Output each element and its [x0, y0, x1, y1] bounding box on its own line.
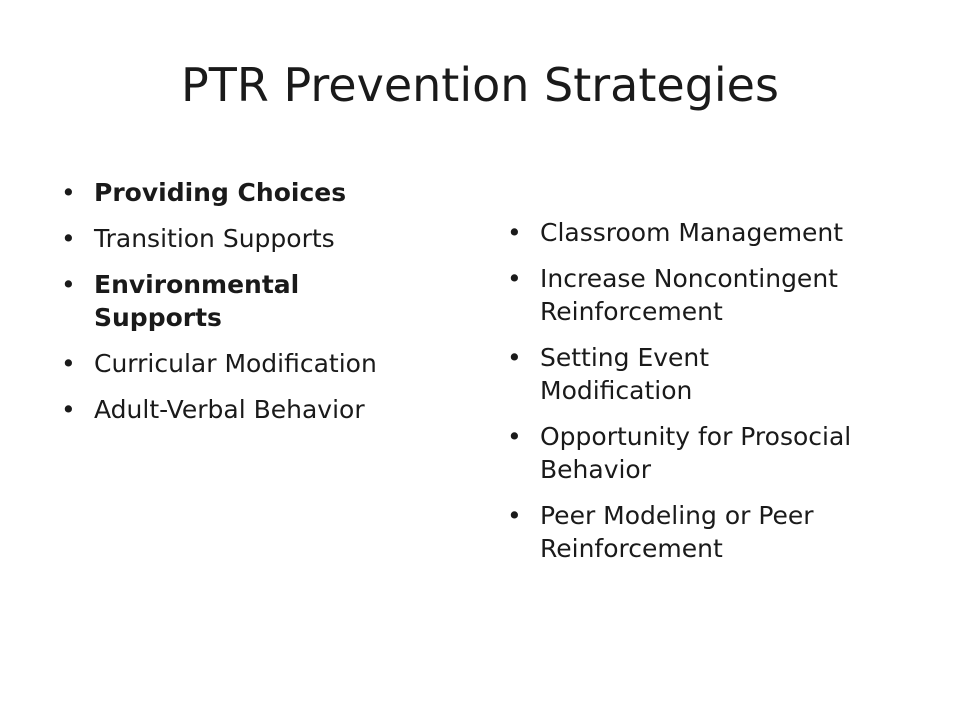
bullet-item	[57, 222, 457, 255]
bullet-icon: •	[507, 343, 522, 372]
bullet-icon: •	[507, 218, 522, 247]
right-bullet-list	[503, 216, 913, 578]
bullet-text: Transition Supports	[94, 224, 335, 253]
bullet-text: Increase Noncontingent Reinforcement	[540, 264, 838, 326]
bullet-text: Peer Modeling or Peer Reinforcement	[540, 501, 814, 563]
bullet-icon: •	[507, 501, 522, 530]
bullet-text: Classroom Management	[540, 218, 844, 247]
bullet-text: Providing Choices	[94, 178, 347, 207]
slide-title: PTR Prevention Strategies	[181, 58, 779, 112]
bullet-icon: •	[61, 349, 76, 378]
bullet-item	[503, 262, 930, 328]
bullet-text: Curricular Modification	[94, 349, 377, 378]
bullet-icon: •	[61, 224, 76, 253]
bullet-item	[57, 268, 394, 334]
bullet-item	[503, 499, 930, 565]
bullet-text: Adult-Verbal Behavior	[94, 395, 365, 424]
left-bullet-list	[57, 176, 457, 439]
bullet-icon: •	[61, 270, 76, 299]
bullet-icon: •	[507, 422, 522, 451]
bullet-item	[503, 216, 913, 249]
bullet-text: Opportunity for Prosocial Behavior	[540, 422, 852, 484]
bullet-icon: •	[61, 395, 76, 424]
bullet-item	[503, 420, 870, 486]
bullet-item	[57, 347, 457, 380]
bullet-icon: •	[61, 178, 76, 207]
bullet-item	[503, 341, 820, 407]
bullet-text: Setting Event Modification	[540, 343, 710, 405]
bullet-item	[57, 393, 457, 426]
bullet-item	[57, 176, 457, 209]
bullet-icon: •	[507, 264, 522, 293]
bullet-text: Environmental Supports	[94, 270, 300, 332]
